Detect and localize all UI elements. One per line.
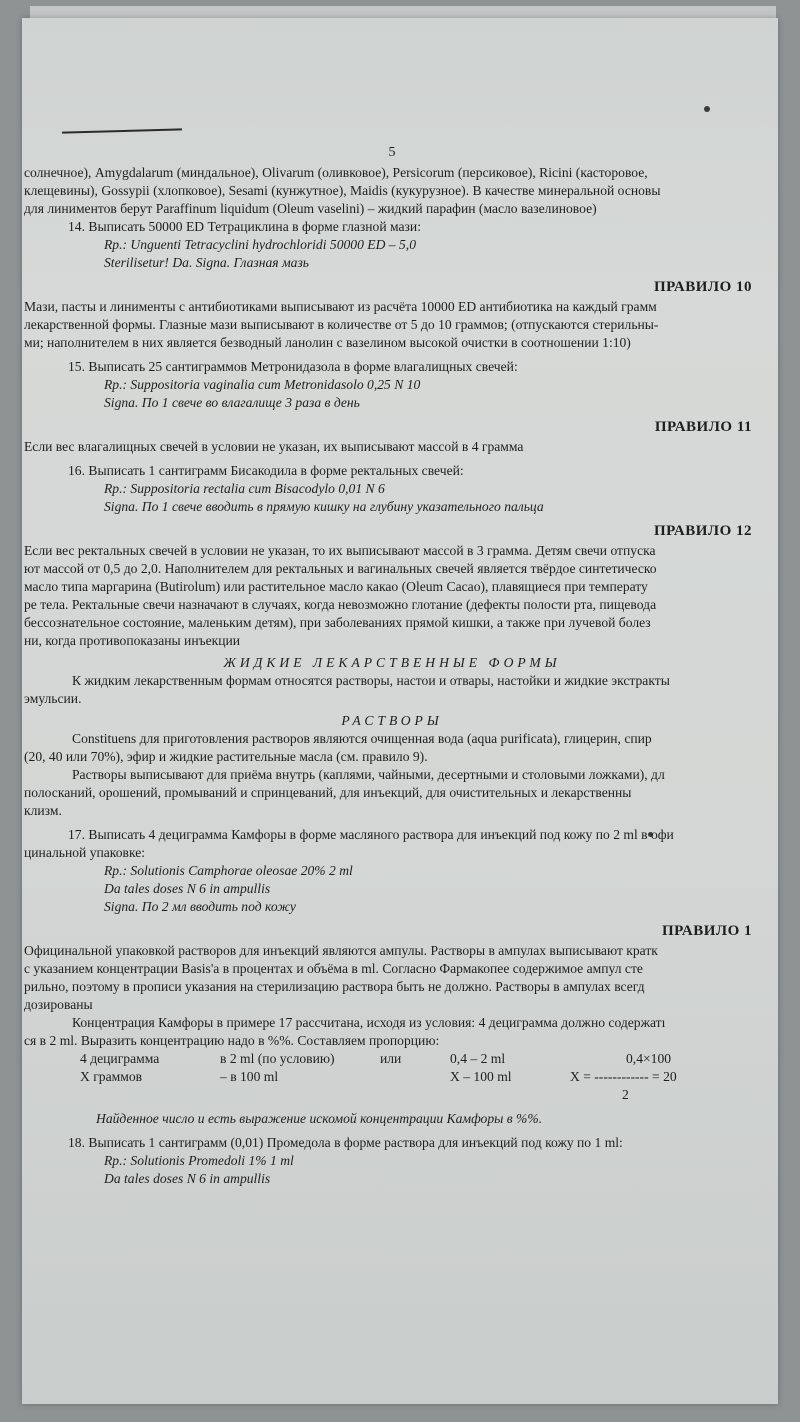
text-line: солнечное), Amygdalarum (миндальное), Olivarum (оливковое), Persicorum (персиковое), Ricini (касторовое, bbox=[24, 165, 648, 180]
text-line: К жидким лекарственным формам относятся растворы, настои и отвары, настойки и жидкие экстракты bbox=[72, 673, 670, 688]
recipe-line: Signa. По 2 мл вводить под кожу bbox=[104, 899, 296, 914]
rule-heading: ПРАВИЛО 10 bbox=[653, 279, 752, 295]
pen-stroke bbox=[62, 128, 182, 133]
task-15: 15. Выписать 25 сантиграммов Метронидазола в форме влагалищных свечей: bbox=[68, 359, 518, 374]
task-18: 18. Выписать 1 сантиграмм (0,01) Промедола в форме раствора для инъекций под кожу по 1 ml: bbox=[68, 1135, 623, 1150]
task-17: 17. Выписать 4 дециграмма Камфоры в форме масляного раствора для инъекций под кожу по 2 ml в офи bbox=[68, 827, 674, 842]
section-heading: РАСТВОРЫ bbox=[341, 713, 443, 728]
rule-heading: ПРАВИЛО 1 bbox=[661, 923, 752, 939]
text-line: Мази, пасты и линименты с антибиотиками выписывают из расчёта 10000 ЕD антибиотика на каждый грамм bbox=[24, 299, 657, 314]
text-line: Концентрация Камфоры в примере 17 рассчитана, исходя из условия: 4 дециграмма должно содержатı bbox=[72, 1015, 666, 1030]
text-line: ни, когда противопоказаны инъекции bbox=[24, 633, 241, 648]
text-line: клизм. bbox=[24, 803, 62, 818]
recipe-line: Da tales doses N 6 in ampullis bbox=[104, 881, 271, 896]
text-line: Официнальной упаковкой растворов для инъекций являются ампулы. Растворы в ампулах выписывают кратк bbox=[24, 943, 658, 958]
section-heading: ЖИДКИЕ ЛЕКАРСТВЕННЫЕ ФОРМЫ bbox=[223, 655, 561, 670]
document-text bbox=[24, 144, 760, 1188]
text-line: Растворы выписывают для приёма внутрь (каплями, чайными, десертными и столовыми ложками), дл bbox=[72, 767, 665, 782]
calc-cell: в 2 ml (по условию) bbox=[220, 1051, 335, 1066]
calc-cell: X = ------------ = 20 bbox=[570, 1069, 677, 1084]
text-line: лекарственной формы. Глазные мази выписывают в количестве от 5 до 10 граммов; (отпускаются стерильны- bbox=[24, 317, 659, 332]
recipe-line: Signa. По 1 свече вводить в прямую кишку на глубину указательного пальца bbox=[104, 499, 544, 514]
text-line: цинальной упаковке: bbox=[24, 845, 146, 860]
text-line: ре тела. Ректальные свечи назначают в случаях, когда невозможно глотание (дефекты полости рта, пищевода bbox=[24, 597, 657, 612]
text-line: Constituens для приготовления растворов являются очищенная вода (aqua purificata), глицерин, спир bbox=[72, 731, 652, 746]
calc-cell: 2 bbox=[622, 1087, 629, 1102]
calc-cell: – в 100 ml bbox=[220, 1069, 279, 1084]
calc-cell: X граммов bbox=[80, 1069, 143, 1084]
recipe-line: Signa. По 1 свече во влагалище 3 раза в день bbox=[104, 395, 360, 410]
recipe-line: Sterilisetur! Da. Signa. Глазная мазь bbox=[104, 255, 309, 270]
ink-dot bbox=[704, 106, 710, 112]
text-line: бессознательное состояние, маленьким детям), при заболеваниях прямой кишки, а также при лучевой болез bbox=[24, 615, 651, 630]
text-line: масло типа маргарина (Butirolum) или растительное масло какао (Oleum Cacao), плавящиеся при температу bbox=[24, 579, 648, 594]
recipe-line: Rp.: Suppositoria rectalia cum Bisacodylo 0,01 N 6 bbox=[104, 481, 385, 496]
text-line: ся в 2 ml. Выразить концентрацию надо в %%. Составляем пропорцию: bbox=[24, 1033, 440, 1048]
page-number: 5 bbox=[388, 145, 396, 160]
text-line: ют массой от 0,5 до 2,0. Наполнителем для ректальных и вагинальных свечей является твёрдое синтетическо bbox=[24, 561, 657, 576]
task-14: 14. Выписать 50000 ЕD Тетрациклина в форме глазной мази: bbox=[68, 219, 421, 234]
recipe-line: Da tales doses N 6 in ampullis bbox=[104, 1171, 271, 1186]
calc-cell: 0,4 – 2 ml bbox=[450, 1051, 506, 1066]
text-line: с указанием концентрации Basis'a в процентах и объёма в ml. Согласно Фармакопее содержимое ампул сте bbox=[24, 961, 643, 976]
text-line: полосканий, орошений, промываний и спринцеваний, для инъекций, для очистительных и лекарственны bbox=[24, 785, 632, 800]
text-line: клещевины), Gossypii (хлопковое), Sesami (кунжутное), Maidis (кукурузное). В качестве минеральной основы bbox=[24, 183, 661, 198]
text-line: дозированы bbox=[24, 997, 93, 1012]
recipe-line: Rp.: Suppositoria vaginalia cum Metronidasolo 0,25 N 10 bbox=[104, 377, 421, 392]
rule-heading: ПРАВИЛО 12 bbox=[653, 523, 752, 539]
recipe-line: Rp.: Unguenti Tetracyclini hydrochloridi 50000 ED – 5,0 bbox=[104, 237, 416, 252]
text-line: Найденное число и есть выражение искомой концентрации Камфоры в %%. bbox=[96, 1111, 543, 1126]
text-line: рильно, поэтому в прописи указания на стерилизацию раствора быть не должно. Растворы в ампулах всегд bbox=[24, 979, 645, 994]
text-line: Если вес влагалищных свечей в условии не указан, их выписывают массой в 4 грамма bbox=[24, 439, 524, 454]
recipe-line: Rp.: Solutionis Camphorae oleosae 20% 2 ml bbox=[104, 863, 353, 878]
calc-cell: X – 100 ml bbox=[450, 1069, 512, 1084]
calc-cell: 0,4×100 bbox=[626, 1051, 672, 1066]
text-line: (20, 40 или 70%), эфир и жидкие растительные масла (см. правило 9). bbox=[24, 749, 428, 764]
proportion-calc bbox=[24, 1050, 760, 1104]
text-line: эмульсии. bbox=[24, 691, 82, 706]
task-16: 16. Выписать 1 сантиграмм Бисакодила в форме ректальных свечей: bbox=[68, 463, 464, 478]
rule-heading: ПРАВИЛО 11 bbox=[654, 419, 752, 435]
recipe-line: Rp.: Solutionis Promedoli 1% 1 ml bbox=[104, 1153, 294, 1168]
calc-cell: 4 дециграмма bbox=[80, 1051, 160, 1066]
calc-cell: или bbox=[380, 1051, 402, 1066]
text-line: для линиментов берут Paraffinum liquidum (Oleum vaselini) – жидкий парафин (масло вазелиновое) bbox=[24, 201, 597, 216]
text-line: ми; наполнителем в них является безводный ланолин с вазелином высокой очистки в соотношении 1:10) bbox=[24, 335, 631, 350]
text-line: Если вес ректальных свечей в условии не указан, то их выписывают массой в 3 грамма. Детям свечи отпуска bbox=[24, 543, 656, 558]
